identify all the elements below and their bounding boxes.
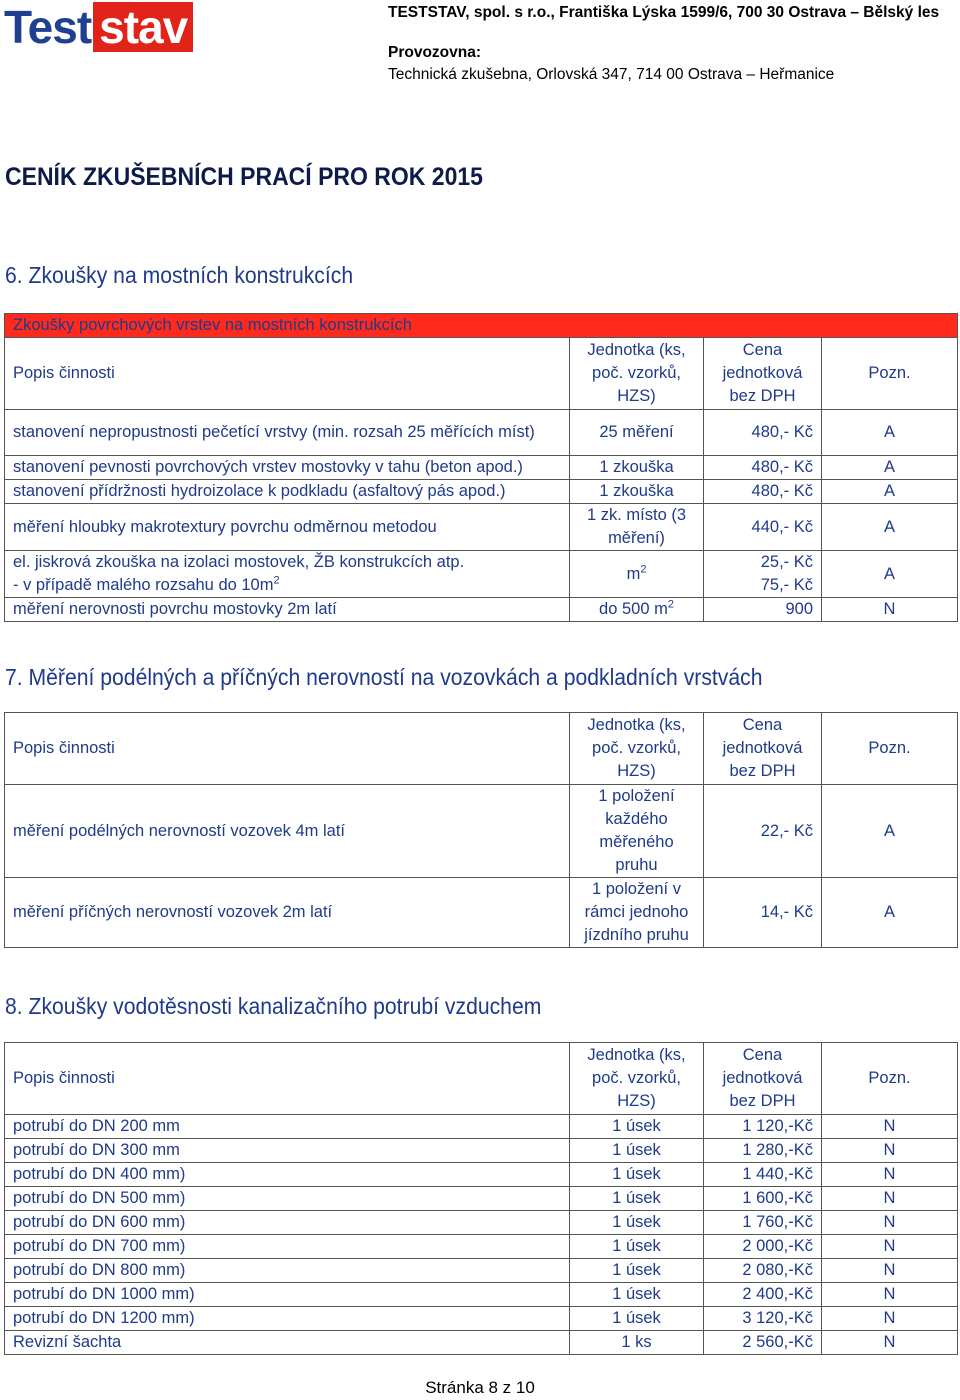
row-price: 14,- Kč	[704, 878, 822, 948]
table-row	[5, 410, 958, 456]
page-number: Stránka 8 z 10	[425, 1378, 535, 1397]
row-note: A	[822, 785, 958, 878]
row-unit: 1 zk. místo (3 měření)	[570, 504, 704, 551]
row-unit: 1 položení každého měřeného pruhu	[570, 785, 704, 878]
table-row	[5, 878, 958, 948]
row-price: 1 120,-Kč	[704, 1115, 822, 1139]
row-note: N	[822, 1259, 958, 1283]
table-row	[5, 1331, 958, 1355]
table-row	[5, 1187, 958, 1211]
logo-text-stav: stav	[93, 2, 193, 52]
row-unit: 1 úsek	[570, 1307, 704, 1331]
row-note: A	[822, 878, 958, 948]
col-header-note: Pozn.	[822, 713, 958, 785]
table-row	[5, 598, 958, 622]
table-header-row	[5, 713, 958, 785]
section-8-rows	[5, 1115, 958, 1355]
row-price: 25,- Kč 75,- Kč	[704, 551, 822, 598]
row-unit: 1 úsek	[570, 1235, 704, 1259]
table-row	[5, 1235, 958, 1259]
row-note: N	[822, 1235, 958, 1259]
row-note: A	[822, 480, 958, 504]
row-unit: 1 úsek	[570, 1115, 704, 1139]
row-activity: měření podélných nerovností vozovek 4m latí	[5, 785, 570, 878]
section-8-table	[4, 1042, 958, 1355]
page-header	[0, 0, 960, 100]
table-row	[5, 1211, 958, 1235]
row-unit: 25 měření	[570, 410, 704, 456]
row-activity: měření příčných nerovností vozovek 2m latí	[5, 878, 570, 948]
row-activity: stanovení pevnosti povrchových vrstev mostovky v tahu (beton apod.)	[5, 456, 570, 480]
row-price: 440,- Kč	[704, 504, 822, 551]
row-activity: potrubí do DN 600 mm)	[5, 1211, 570, 1235]
table-row	[5, 1163, 958, 1187]
table-row	[5, 1307, 958, 1331]
row-price: 2 000,-Kč	[704, 1235, 822, 1259]
row-note: N	[822, 1283, 958, 1307]
col-header-activity: Popis činnosti	[5, 713, 570, 785]
row-note: N	[822, 1115, 958, 1139]
row-activity: potrubí do DN 800 mm)	[5, 1259, 570, 1283]
row-activity: el. jiskrová zkouška na izolaci mostovek, ŽB konstrukcích atp. - v případě malého rozsahu do $10m^2$	[5, 551, 570, 598]
table-row	[5, 1139, 958, 1163]
section-6-title: 6. Zkoušky na mostních konstrukcích	[5, 262, 354, 288]
col-header-note: Pozn.	[822, 1043, 958, 1115]
row-activity: potrubí do DN 1000 mm)	[5, 1283, 570, 1307]
row-activity: měření nerovnosti povrchu mostovky 2m latí	[5, 598, 570, 622]
table-row	[5, 785, 958, 878]
row-activity: potrubí do DN 1200 mm)	[5, 1307, 570, 1331]
row-unit: 1 zkouška	[570, 456, 704, 480]
row-note: N	[822, 1211, 958, 1235]
row-unit: 1 položení v rámci jednoho jízdního pruhu	[570, 878, 704, 948]
logo-text-test: Test	[4, 1, 92, 53]
table-row	[5, 1259, 958, 1283]
row-activity: stanovení přídržnosti hydroizolace k podkladu (asfaltový pás apod.)	[5, 480, 570, 504]
row-note: A	[822, 456, 958, 480]
table-row	[5, 1283, 958, 1307]
section-7-table	[4, 712, 958, 948]
section-6-table	[4, 313, 958, 622]
row-activity: potrubí do DN 700 mm)	[5, 1235, 570, 1259]
row-unit: 1 úsek	[570, 1211, 704, 1235]
col-header-unit: Jednotka (ks, poč. vzorků, HZS)	[570, 713, 704, 785]
row-note: N	[822, 598, 958, 622]
col-header-activity: Popis činnosti	[5, 1043, 570, 1115]
row-note: A	[822, 410, 958, 456]
row-unit: 1 úsek	[570, 1259, 704, 1283]
row-price: 480,- Kč	[704, 456, 822, 480]
table-row	[5, 504, 958, 551]
row-activity: potrubí do DN 300 mm	[5, 1139, 570, 1163]
col-header-price: Cena jednotková bez DPH	[704, 338, 822, 410]
row-unit: 1 úsek	[570, 1283, 704, 1307]
workplace-address: Technická zkušebna, Orlovská 347, 714 00 Ostrava – Heřmanice	[388, 66, 835, 83]
section-8-title: 8. Zkoušky vodotěsnosti kanalizačního potrubí vzduchem	[5, 993, 542, 1019]
document-title: CENÍK ZKUŠEBNÍCH PRACÍ PRO ROK 2015	[5, 163, 483, 191]
row-unit: $m^2$	[570, 551, 704, 598]
row-note: N	[822, 1331, 958, 1355]
row-price: 2 400,-Kč	[704, 1283, 822, 1307]
row-price: 2 560,-Kč	[704, 1331, 822, 1355]
col-header-unit: Jednotka (ks, poč. vzorků, HZS)	[570, 338, 704, 410]
table-header-row	[5, 338, 958, 410]
table-row	[5, 456, 958, 480]
row-activity: potrubí do DN 400 mm)	[5, 1163, 570, 1187]
row-activity: stanovení nepropustnosti pečetící vrstvy (min. rozsah 25 měřících míst)	[5, 410, 570, 456]
row-unit: 1 úsek	[570, 1163, 704, 1187]
row-price: 900	[704, 598, 822, 622]
col-header-activity: Popis činnosti	[5, 338, 570, 410]
row-price: 480,- Kč	[704, 480, 822, 504]
row-note: N	[822, 1163, 958, 1187]
table-header-row	[5, 1043, 958, 1115]
row-activity: potrubí do DN 500 mm)	[5, 1187, 570, 1211]
row-price: 1 440,-Kč	[704, 1163, 822, 1187]
row-unit: 1 zkouška	[570, 480, 704, 504]
table-row	[5, 551, 958, 598]
col-header-unit: Jednotka (ks, poč. vzorků, HZS)	[570, 1043, 704, 1115]
row-price: 1 280,-Kč	[704, 1139, 822, 1163]
table-row	[5, 480, 958, 504]
row-unit: 1 ks	[570, 1331, 704, 1355]
table-row	[5, 1115, 958, 1139]
row-note: N	[822, 1307, 958, 1331]
row-note: N	[822, 1187, 958, 1211]
row-unit: do 500 $m^2$	[570, 598, 704, 622]
section-7-title: 7. Měření podélných a příčných nerovností na vozovkách a podkladních vrstvách	[5, 664, 763, 690]
row-note: A	[822, 504, 958, 551]
row-price: 1 760,-Kč	[704, 1211, 822, 1235]
col-header-note: Pozn.	[822, 338, 958, 410]
row-activity: potrubí do DN 200 mm	[5, 1115, 570, 1139]
col-header-price: Cena jednotková bez DPH	[704, 713, 822, 785]
row-price: 1 600,-Kč	[704, 1187, 822, 1211]
row-price: 2 080,-Kč	[704, 1259, 822, 1283]
company-address: TESTSTAV, spol. s r.o., Františka Lýska 1599/6, 700 30 Ostrava – Bělský les	[388, 4, 940, 21]
row-note: A	[822, 551, 958, 598]
section-6-subtitle: Zkoušky povrchových vrstev na mostních konstrukcích	[5, 314, 958, 338]
col-header-price: Cena jednotková bez DPH	[704, 1043, 822, 1115]
workplace-label: Provozovna:	[388, 44, 482, 61]
row-activity: Revizní šachta	[5, 1331, 570, 1355]
row-unit: 1 úsek	[570, 1139, 704, 1163]
row-price: 22,- Kč	[704, 785, 822, 878]
teststav-logo	[4, 2, 193, 52]
row-unit: 1 úsek	[570, 1187, 704, 1211]
row-activity: měření hloubky makrotextury povrchu odměrnou metodou	[5, 504, 570, 551]
row-note: N	[822, 1139, 958, 1163]
row-price: 480,- Kč	[704, 410, 822, 456]
row-price: 3 120,-Kč	[704, 1307, 822, 1331]
